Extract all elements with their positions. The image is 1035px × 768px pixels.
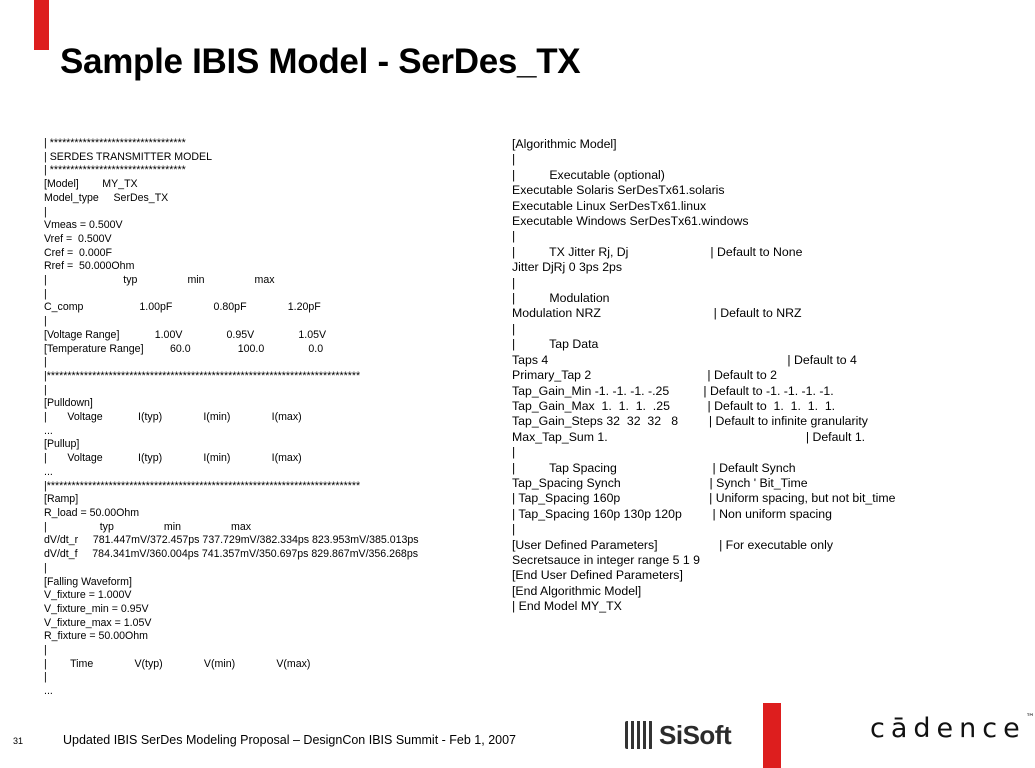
right-code-line: | Tap_Spacing 160p | Uniform spacing, but not bit_time: [512, 491, 896, 506]
left-code-line: | typ min max: [44, 274, 275, 287]
right-code-line: | Tap_Spacing 160p 130p 120p | Non uniform spacing: [512, 506, 832, 521]
right-code-line: |: [512, 321, 516, 336]
right-code-line: Tap_Gain_Steps 32 32 32 8 | Default to infinite granularity: [512, 414, 868, 429]
footer-text: Updated IBIS SerDes Modeling Proposal – DesignCon IBIS Summit - Feb 1, 2007: [63, 733, 517, 747]
right-code-line: Executable Solaris SerDesTx61.solaris: [512, 183, 725, 198]
left-code-line: |****************************************************************************: [44, 479, 361, 492]
left-code-line: [Pulldown]: [44, 397, 93, 410]
left-code-line: | Time V(typ) V(min) V(max): [44, 657, 311, 670]
left-code-line: |: [44, 383, 47, 396]
sisoft-mark-icon: [625, 721, 653, 749]
left-code-line: [Model] MY_TX: [44, 178, 138, 191]
left-code-line: R_load = 50.00Ohm: [44, 506, 140, 519]
cadence-logo: [870, 713, 1035, 753]
left-code-line: ...: [44, 685, 53, 698]
sisoft-logo-text: SiSoft: [659, 719, 732, 750]
left-code-line: V_fixture_min = 0.95V: [44, 602, 149, 615]
left-code-line: | SERDES TRANSMITTER MODEL: [44, 150, 212, 163]
left-code-line: |: [44, 644, 47, 657]
left-code-line: | Voltage I(typ) I(min) I(max): [44, 411, 302, 424]
left-code-line: R_fixture = 50.00Ohm: [44, 630, 148, 643]
right-code-line: [Algorithmic Model]: [512, 137, 617, 151]
left-code-line: Cref = 0.000F: [44, 246, 113, 259]
right-code-line: | Tap Data: [512, 337, 599, 352]
left-code-line: ...: [44, 465, 53, 478]
left-code-line: [Voltage Range] 1.00V 0.95V 1.05V: [44, 328, 327, 341]
left-code-line: [Ramp]: [44, 493, 79, 506]
right-code-line: [End User Defined Parameters]: [512, 568, 683, 583]
left-code-line: ...: [44, 424, 53, 437]
right-code-line: Tap_Gain_Min -1. -1. -1. -.25 | Default to -1. -1. -1. -1.: [512, 383, 834, 398]
right-code-line: Max_Tap_Sum 1. | Default 1.: [512, 429, 866, 444]
left-code-line: | *********************************: [44, 164, 186, 177]
left-code-line: [Temperature Range] 60.0 100.0 0.0: [44, 342, 324, 355]
right-code-column: [512, 137, 1017, 615]
right-code-line: | Modulation: [512, 291, 610, 306]
left-code-line: dV/dt_f 784.341mV/360.004ps 741.357mV/350.697ps 829.867mV/356.268ps: [44, 548, 419, 561]
left-code-line: Model_type SerDes_TX: [44, 191, 169, 204]
right-code-line: Tap_Gain_Max 1. 1. 1. .25 | Default to 1. 1. 1. 1.: [512, 398, 836, 413]
left-code-line: dV/dt_r 781.447mV/372.457ps 737.729mV/382.334ps 823.953mV/385.013ps: [44, 534, 419, 547]
cadence-trademark: ™: [1025, 713, 1035, 723]
left-code-line: |: [44, 315, 47, 328]
left-code-line: |: [44, 561, 47, 574]
left-code-line: | *********************************: [44, 137, 186, 149]
left-code-line: |****************************************************************************: [44, 369, 361, 382]
right-code-line: |: [512, 275, 516, 290]
left-code-line: Vmeas = 0.500V: [44, 219, 123, 232]
left-code-line: |: [44, 356, 47, 369]
right-code-line: Executable Linux SerDesTx61.linux: [512, 198, 707, 213]
left-code-line: V_fixture_max = 1.05V: [44, 616, 152, 629]
right-code-line: Executable Windows SerDesTx61.windows: [512, 214, 749, 229]
right-code-line: Taps 4 | Default to 4: [512, 352, 857, 367]
left-code-line: Vref = 0.500V: [44, 232, 112, 245]
right-code-line: | TX Jitter Rj, Dj | Default to None: [512, 244, 803, 259]
right-code-line: |: [512, 445, 516, 460]
right-code-line: |: [512, 522, 516, 537]
right-code-line: Tap_Spacing Synch | Synch ' Bit_Time: [512, 475, 808, 490]
right-code-line: Primary_Tap 2 | Default to 2: [512, 368, 777, 383]
left-code-line: Rref = 50.000Ohm: [44, 260, 135, 273]
page-number: 31: [13, 736, 24, 746]
slide-title: Sample IBIS Model - SerDes_TX: [60, 42, 581, 81]
left-code-line: | typ min max: [44, 520, 252, 533]
left-code-line: [Pullup]: [44, 438, 80, 451]
right-code-line: Jitter DjRj 0 3ps 2ps: [512, 260, 623, 275]
right-code-line: [End Algorithmic Model]: [512, 583, 642, 598]
sisoft-logo: [625, 719, 745, 751]
right-code-line: [User Defined Parameters] | For executable only: [512, 537, 833, 552]
top-accent-bar: [34, 0, 49, 50]
right-code-line: Modulation NRZ | Default to NRZ: [512, 306, 802, 321]
left-code-line: |: [44, 671, 47, 684]
left-code-line: [Falling Waveform]: [44, 575, 132, 588]
right-code-line: |: [512, 229, 516, 244]
left-code-line: V_fixture = 1.000V: [44, 589, 132, 602]
left-code-line: C_comp 1.00pF 0.80pF 1.20pF: [44, 301, 321, 314]
cadence-logo-text: cādence: [870, 713, 1026, 744]
right-code-line: | End Model MY_TX: [512, 599, 622, 614]
left-code-line: | Voltage I(typ) I(min) I(max): [44, 452, 302, 465]
left-code-line: |: [44, 205, 47, 218]
left-code-line: |: [44, 287, 47, 300]
left-code-column: [44, 137, 494, 699]
right-code-line: | Tap Spacing | Default Synch: [512, 460, 796, 475]
right-code-line: Secretsauce in integer range 5 1 9: [512, 552, 700, 567]
right-code-line: | Executable (optional): [512, 167, 665, 182]
right-code-line: |: [512, 152, 516, 167]
bottom-accent-bar: [763, 703, 781, 768]
